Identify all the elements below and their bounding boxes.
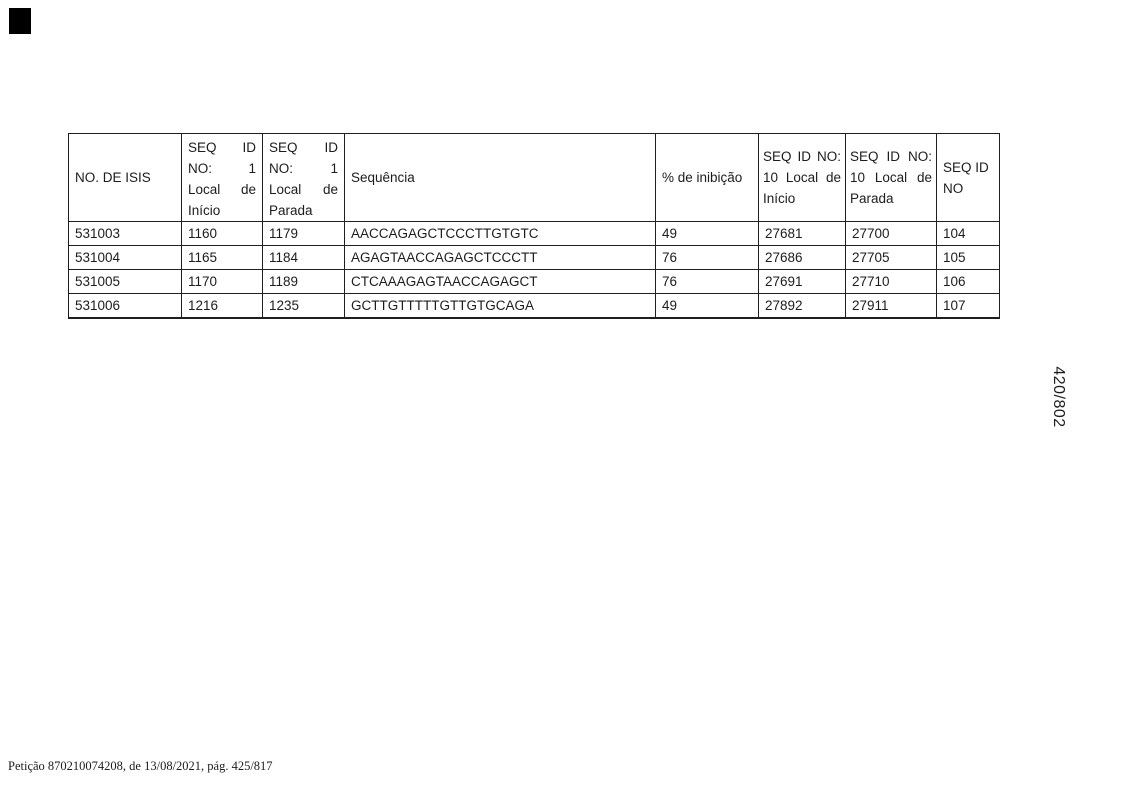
- cell-seq10-stop: 27705: [846, 246, 937, 270]
- cell-seq1-start: 1160: [182, 222, 263, 246]
- column-header-seq-id: SEQ ID NO: [937, 134, 1000, 222]
- cell-seq10-stop: 27911: [846, 294, 937, 318]
- cell-seq-id: 105: [937, 246, 1000, 270]
- column-header-seq10-stop: SEQ ID NO: 10 Local de Parada: [846, 134, 937, 222]
- cell-seq10-start: 27686: [759, 246, 846, 270]
- cell-seq10-stop: 27700: [846, 222, 937, 246]
- cell-inhibition: 76: [656, 246, 759, 270]
- table-row: [69, 294, 1000, 318]
- cell-seq10-start: 27681: [759, 222, 846, 246]
- cell-inhibition: 49: [656, 294, 759, 318]
- cell-isis: 531006: [69, 294, 182, 318]
- column-header-isis: NO. DE ISIS: [69, 134, 182, 222]
- table-body: [69, 222, 1000, 318]
- cell-seq1-start: 1170: [182, 270, 263, 294]
- column-header-sequence: Sequência: [345, 134, 656, 222]
- cell-seq1-stop: 1179: [263, 222, 345, 246]
- cell-seq1-stop: 1235: [263, 294, 345, 318]
- cell-seq-id: 107: [937, 294, 1000, 318]
- cell-isis: 531003: [69, 222, 182, 246]
- cell-sequence: GCTTGTTTTTGTTGTGCAGA: [345, 294, 656, 318]
- cell-seq1-start: 1165: [182, 246, 263, 270]
- cell-inhibition: 76: [656, 270, 759, 294]
- cell-sequence: AGAGTAACCAGAGCTCCCTT: [345, 246, 656, 270]
- cell-inhibition: 49: [656, 222, 759, 246]
- cell-seq1-stop: 1184: [263, 246, 345, 270]
- cell-seq10-stop: 27710: [846, 270, 937, 294]
- cell-sequence: AACCAGAGCTCCCTTGTGTC: [345, 222, 656, 246]
- cell-seq1-start: 1216: [182, 294, 263, 318]
- column-header-inhibition: % de inibição: [656, 134, 759, 222]
- cell-seq10-start: 27892: [759, 294, 846, 318]
- cell-seq-id: 106: [937, 270, 1000, 294]
- cell-seq1-stop: 1189: [263, 270, 345, 294]
- cell-seq10-start: 27691: [759, 270, 846, 294]
- cell-seq-id: 104: [937, 222, 1000, 246]
- corner-registration-mark: [9, 8, 31, 34]
- sequence-table: [68, 133, 1000, 319]
- table-row: [69, 222, 1000, 246]
- table-header: [69, 134, 1000, 222]
- cell-isis: 531005: [69, 270, 182, 294]
- page-number-vertical: 420/802: [1050, 366, 1067, 428]
- table-row: [69, 270, 1000, 294]
- column-header-seq1-stop: SEQ ID NO: 1 Local de Parada: [263, 134, 345, 222]
- footer-petition-reference: Petição 870210074208, de 13/08/2021, pág. 425/817: [8, 759, 273, 773]
- cell-sequence: CTCAAAGAGTAACCAGAGCT: [345, 270, 656, 294]
- column-header-seq10-start: SEQ ID NO: 10 Local de Início: [759, 134, 846, 222]
- table-header-row: [69, 134, 1000, 222]
- table-row: [69, 246, 1000, 270]
- column-header-seq1-start: SEQ ID NO: 1 Local de Início: [182, 134, 263, 222]
- cell-isis: 531004: [69, 246, 182, 270]
